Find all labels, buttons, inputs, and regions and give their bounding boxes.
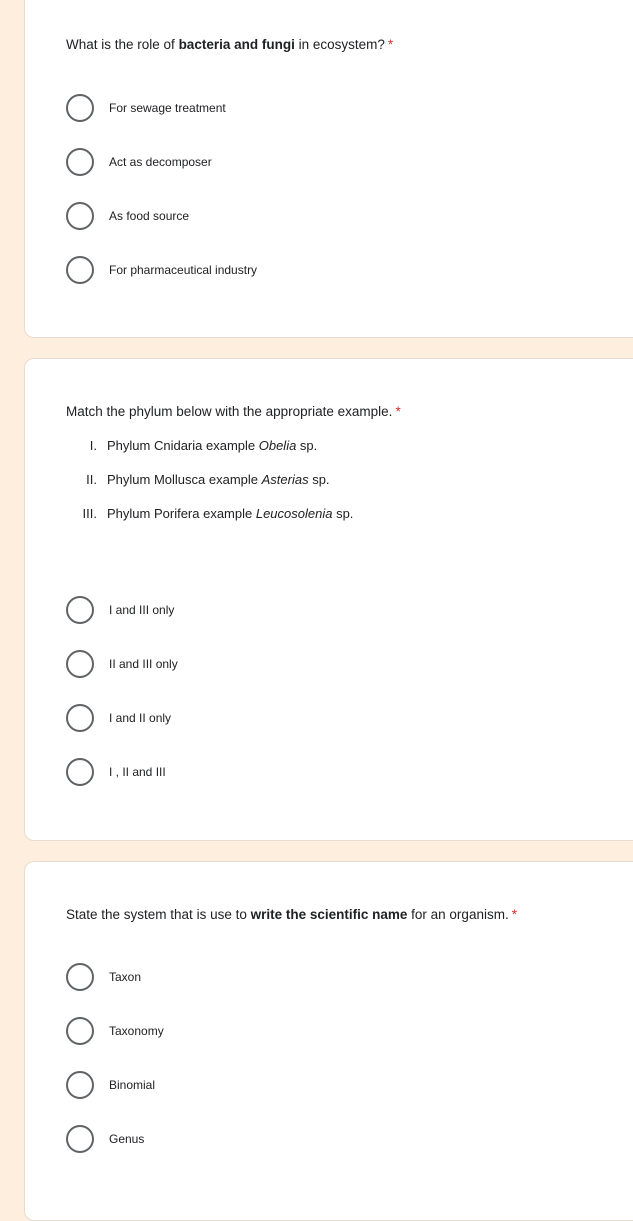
option-label: II and III only xyxy=(109,657,178,671)
option-i-and-iii-only[interactable] xyxy=(66,593,174,627)
option-label: I , II and III xyxy=(109,765,166,779)
option-label: Taxonomy xyxy=(109,1024,164,1038)
statement-number: I. xyxy=(89,438,97,453)
question-text: for an organism. xyxy=(407,907,509,922)
statement-number: III. xyxy=(82,506,97,521)
radio-button[interactable] xyxy=(66,1017,94,1045)
radio-button[interactable] xyxy=(66,1125,94,1153)
option-label: Taxon xyxy=(109,970,142,984)
question-card-match-phylum xyxy=(24,358,633,841)
option-act-as-decomposer[interactable] xyxy=(66,145,212,179)
statement-i xyxy=(69,438,317,453)
radio-button[interactable] xyxy=(66,596,94,624)
statement-iii xyxy=(69,506,353,521)
radio-button[interactable] xyxy=(66,963,94,991)
option-label: Genus xyxy=(109,1132,145,1146)
option-label: As food source xyxy=(109,209,190,223)
statement-ii xyxy=(69,472,330,487)
question-text-bold: bacteria and fungi xyxy=(178,37,295,52)
radio-button[interactable] xyxy=(66,256,94,284)
question-title xyxy=(66,403,401,421)
radio-button[interactable] xyxy=(66,704,94,732)
radio-button[interactable] xyxy=(66,94,94,122)
radio-button[interactable] xyxy=(66,758,94,786)
question-text: State the system that is use to xyxy=(66,907,251,922)
option-taxon[interactable] xyxy=(66,960,141,994)
option-binomial[interactable] xyxy=(66,1068,155,1102)
statement-text: Phylum Porifera example Leucosolenia sp. xyxy=(107,506,354,521)
option-i-and-ii-only[interactable] xyxy=(66,701,171,735)
statement-text: Phylum Cnidaria example Obelia sp. xyxy=(107,438,318,453)
question-text: in ecosystem? xyxy=(294,37,385,52)
question-text: What is the role of xyxy=(66,37,179,52)
radio-button[interactable] xyxy=(66,650,94,678)
option-pharmaceutical-industry[interactable] xyxy=(66,253,257,287)
question-card-role-of-bacteria xyxy=(24,0,633,338)
radio-button[interactable] xyxy=(66,1071,94,1099)
required-asterisk: * xyxy=(395,404,401,419)
option-i-ii-and-iii[interactable] xyxy=(66,755,166,789)
option-taxonomy[interactable] xyxy=(66,1014,164,1048)
option-sewage-treatment[interactable] xyxy=(66,91,226,125)
option-label: For pharmaceutical industry xyxy=(109,263,258,277)
option-label: For sewage treatment xyxy=(109,101,226,115)
radio-button[interactable] xyxy=(66,202,94,230)
question-title xyxy=(66,36,393,54)
option-ii-and-iii-only[interactable] xyxy=(66,647,178,681)
option-label: Binomial xyxy=(109,1078,156,1092)
required-asterisk: * xyxy=(387,37,394,52)
option-label: Act as decomposer xyxy=(109,155,212,169)
statement-number: II. xyxy=(86,472,97,487)
option-label: I and III only xyxy=(109,603,175,617)
radio-button[interactable] xyxy=(66,148,94,176)
question-text-bold: write the scientific name xyxy=(250,907,408,922)
required-asterisk: * xyxy=(511,907,517,922)
option-as-food-source[interactable] xyxy=(66,199,189,233)
option-label: I and II only xyxy=(109,711,172,725)
question-text: Match the phylum below with the appropriate example. xyxy=(66,404,393,419)
question-card-scientific-name xyxy=(24,861,633,1221)
question-title xyxy=(66,906,517,924)
statement-text: Phylum Mollusca example Asterias sp. xyxy=(107,472,330,487)
option-genus[interactable] xyxy=(66,1122,144,1156)
